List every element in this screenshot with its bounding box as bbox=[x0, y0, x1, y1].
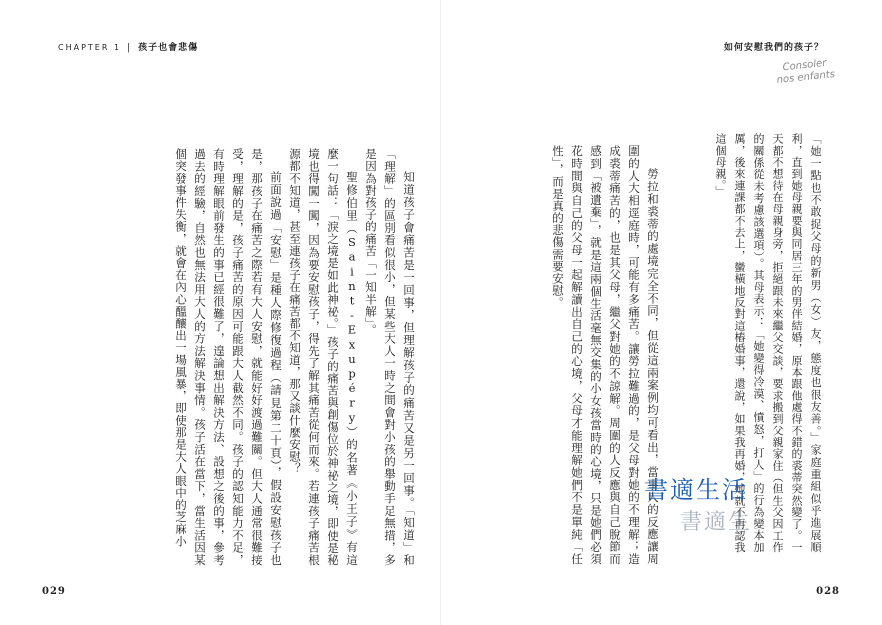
right-paragraph-1: 勞拉和裘蒂的處境完全不同，但從這兩案例均可看出，當事人的反應讓周圍的人大相逕庭時，可能有多痛苦。讓勞拉難過的，是父母對她的不理解；造成裘蒂痛苦的，也是其父母，繼父對她的不諒解。周圍的人反應與自己脫節而感到「被遺棄」，就是這兩個生活毫無交集的小女孩當時的心境，只是她們必須花時間與自己的父母一起解讀出自己的心境，父母才能理解她們不是單純「任性」，而是真的悲傷需要安慰。 bbox=[551, 145, 660, 565]
header-divider: | bbox=[127, 43, 133, 53]
right-page-number: 028 bbox=[816, 586, 840, 597]
chapter-label: CHAPTER 1 bbox=[58, 43, 122, 52]
right-page-body bbox=[522, 145, 662, 565]
brand-line-2: nos enfants bbox=[775, 68, 835, 86]
left-header-title: 孩子也會悲傷 bbox=[138, 43, 199, 53]
left-paragraph-2: 聖修伯里（Saint-Exupéry）的名著《小王子》有這麼一句話：「淚之境是如此神祕。」孩子的痛苦與創傷位於神祕之境，即使是秘境也得闖一闖，因為要安慰孩子，得先了解其痛苦從何而來。若連孩子痛苦根源都不知道，甚至連孩子在痛苦都不知道，那又談什麼安慰？ bbox=[288, 148, 359, 566]
left-running-header bbox=[58, 40, 198, 53]
left-page-number: 029 bbox=[42, 586, 66, 597]
quote-text: 「她一點也不敢捉父母的新男（女）友，態度也很友善。」家庭重組似乎進展順利，直到她母親要與同居三年的男伴結婚，原本跟他處得不錯的裘蒂突然變了。一天都不想待在母親身旁，拒絕跟未來繼父交談，要求搬到父親家住（但生父因工作的關係從未考慮該選項）。其母表示：「她變得冷漠、憤怒，打人」的行為變本加厲，後來連課都不去上，蠻橫地反對這樁婚事，還說，如果我再婚，她就不再認我這個母親。」 bbox=[714, 133, 822, 553]
right-header-title: 如何安慰我們的孩子？ bbox=[723, 43, 824, 53]
left-paragraph-1: 知道孩子會痛苦是一回事，但理解孩子的痛苦又是另一回事。「知道」和「理解」的區別看似很小，但某些大人一時之間會對小孩的舉動手足無措，多是因為對孩子的痛苦「一知半解」。 bbox=[364, 148, 416, 566]
left-paragraph-3: 前面說過「安慰」是種人際修復過程（請見第二十頁），假設安慰孩子也是，那孩子在痛苦之際若有大人安慰，就能好好渡過難關。但大人通常很難接受，理解的是，孩子痛苦的原因可能跟大人截然不同。孩子的認知能力不足，有時理解眼前發生的事已經很難了，遑論想出解決方法、設想之後的事，參考過去的經驗，自然也無法用大人的方法解決事情。孩子活在當下，當生活因某個突發事件失衡，就會在內心醞釀出一場風暴，即使那是大人眼中的芝麻小 bbox=[174, 148, 283, 566]
brand-line-1: Consoler bbox=[781, 57, 827, 74]
gutter-divider bbox=[440, 0, 441, 625]
watermark-stamp-shadow: 書適生 bbox=[680, 510, 753, 535]
watermark-stamp: 書適生活 bbox=[644, 476, 748, 504]
series-brand-logo bbox=[774, 57, 835, 87]
left-page-body bbox=[58, 148, 418, 566]
